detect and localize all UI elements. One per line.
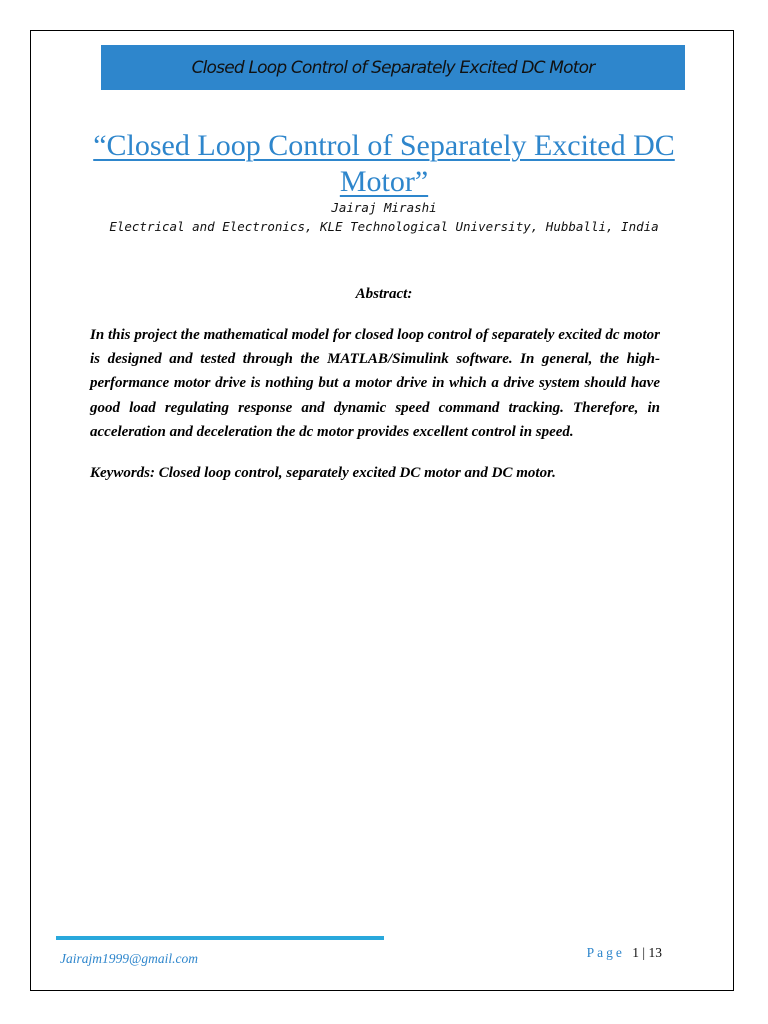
abstract-heading: Abstract: (355, 286, 413, 302)
abstract-body: In this project the mathematical model for closed loop control of separately excited dc motor is designed and tested through the MATLAB/Simulink software. In general, the high-performance motor drive is nothing but a motor drive in which a drive system should have good load regulating response and dynamic speed command tracking. Therefore, in acceleration and deceleration the dc motor provides excellent control in speed. (90, 327, 660, 440)
page-separator: | (642, 945, 646, 960)
page-label: Page (586, 945, 625, 960)
page-total: 13 (648, 945, 662, 960)
header-banner (101, 45, 685, 90)
footer-email: Jairajm1999@gmail.com (60, 951, 199, 966)
author-affiliation: Electrical and Electronics, KLE Technological University, Hubballi, India (109, 219, 659, 234)
keywords: Keywords: Closed loop control, separately excited DC motor and DC motor. (90, 465, 556, 481)
author-name: Jairaj Mirashi (331, 200, 437, 215)
document-title: “Closed Loop Control of Separately Excited DC Motor” (93, 129, 675, 198)
page-number: 1 (632, 945, 640, 960)
footer-rule (56, 936, 384, 940)
page-indicator (587, 945, 662, 961)
header-banner-text: Closed Loop Control of Separately Excited DC Motor (191, 57, 595, 78)
